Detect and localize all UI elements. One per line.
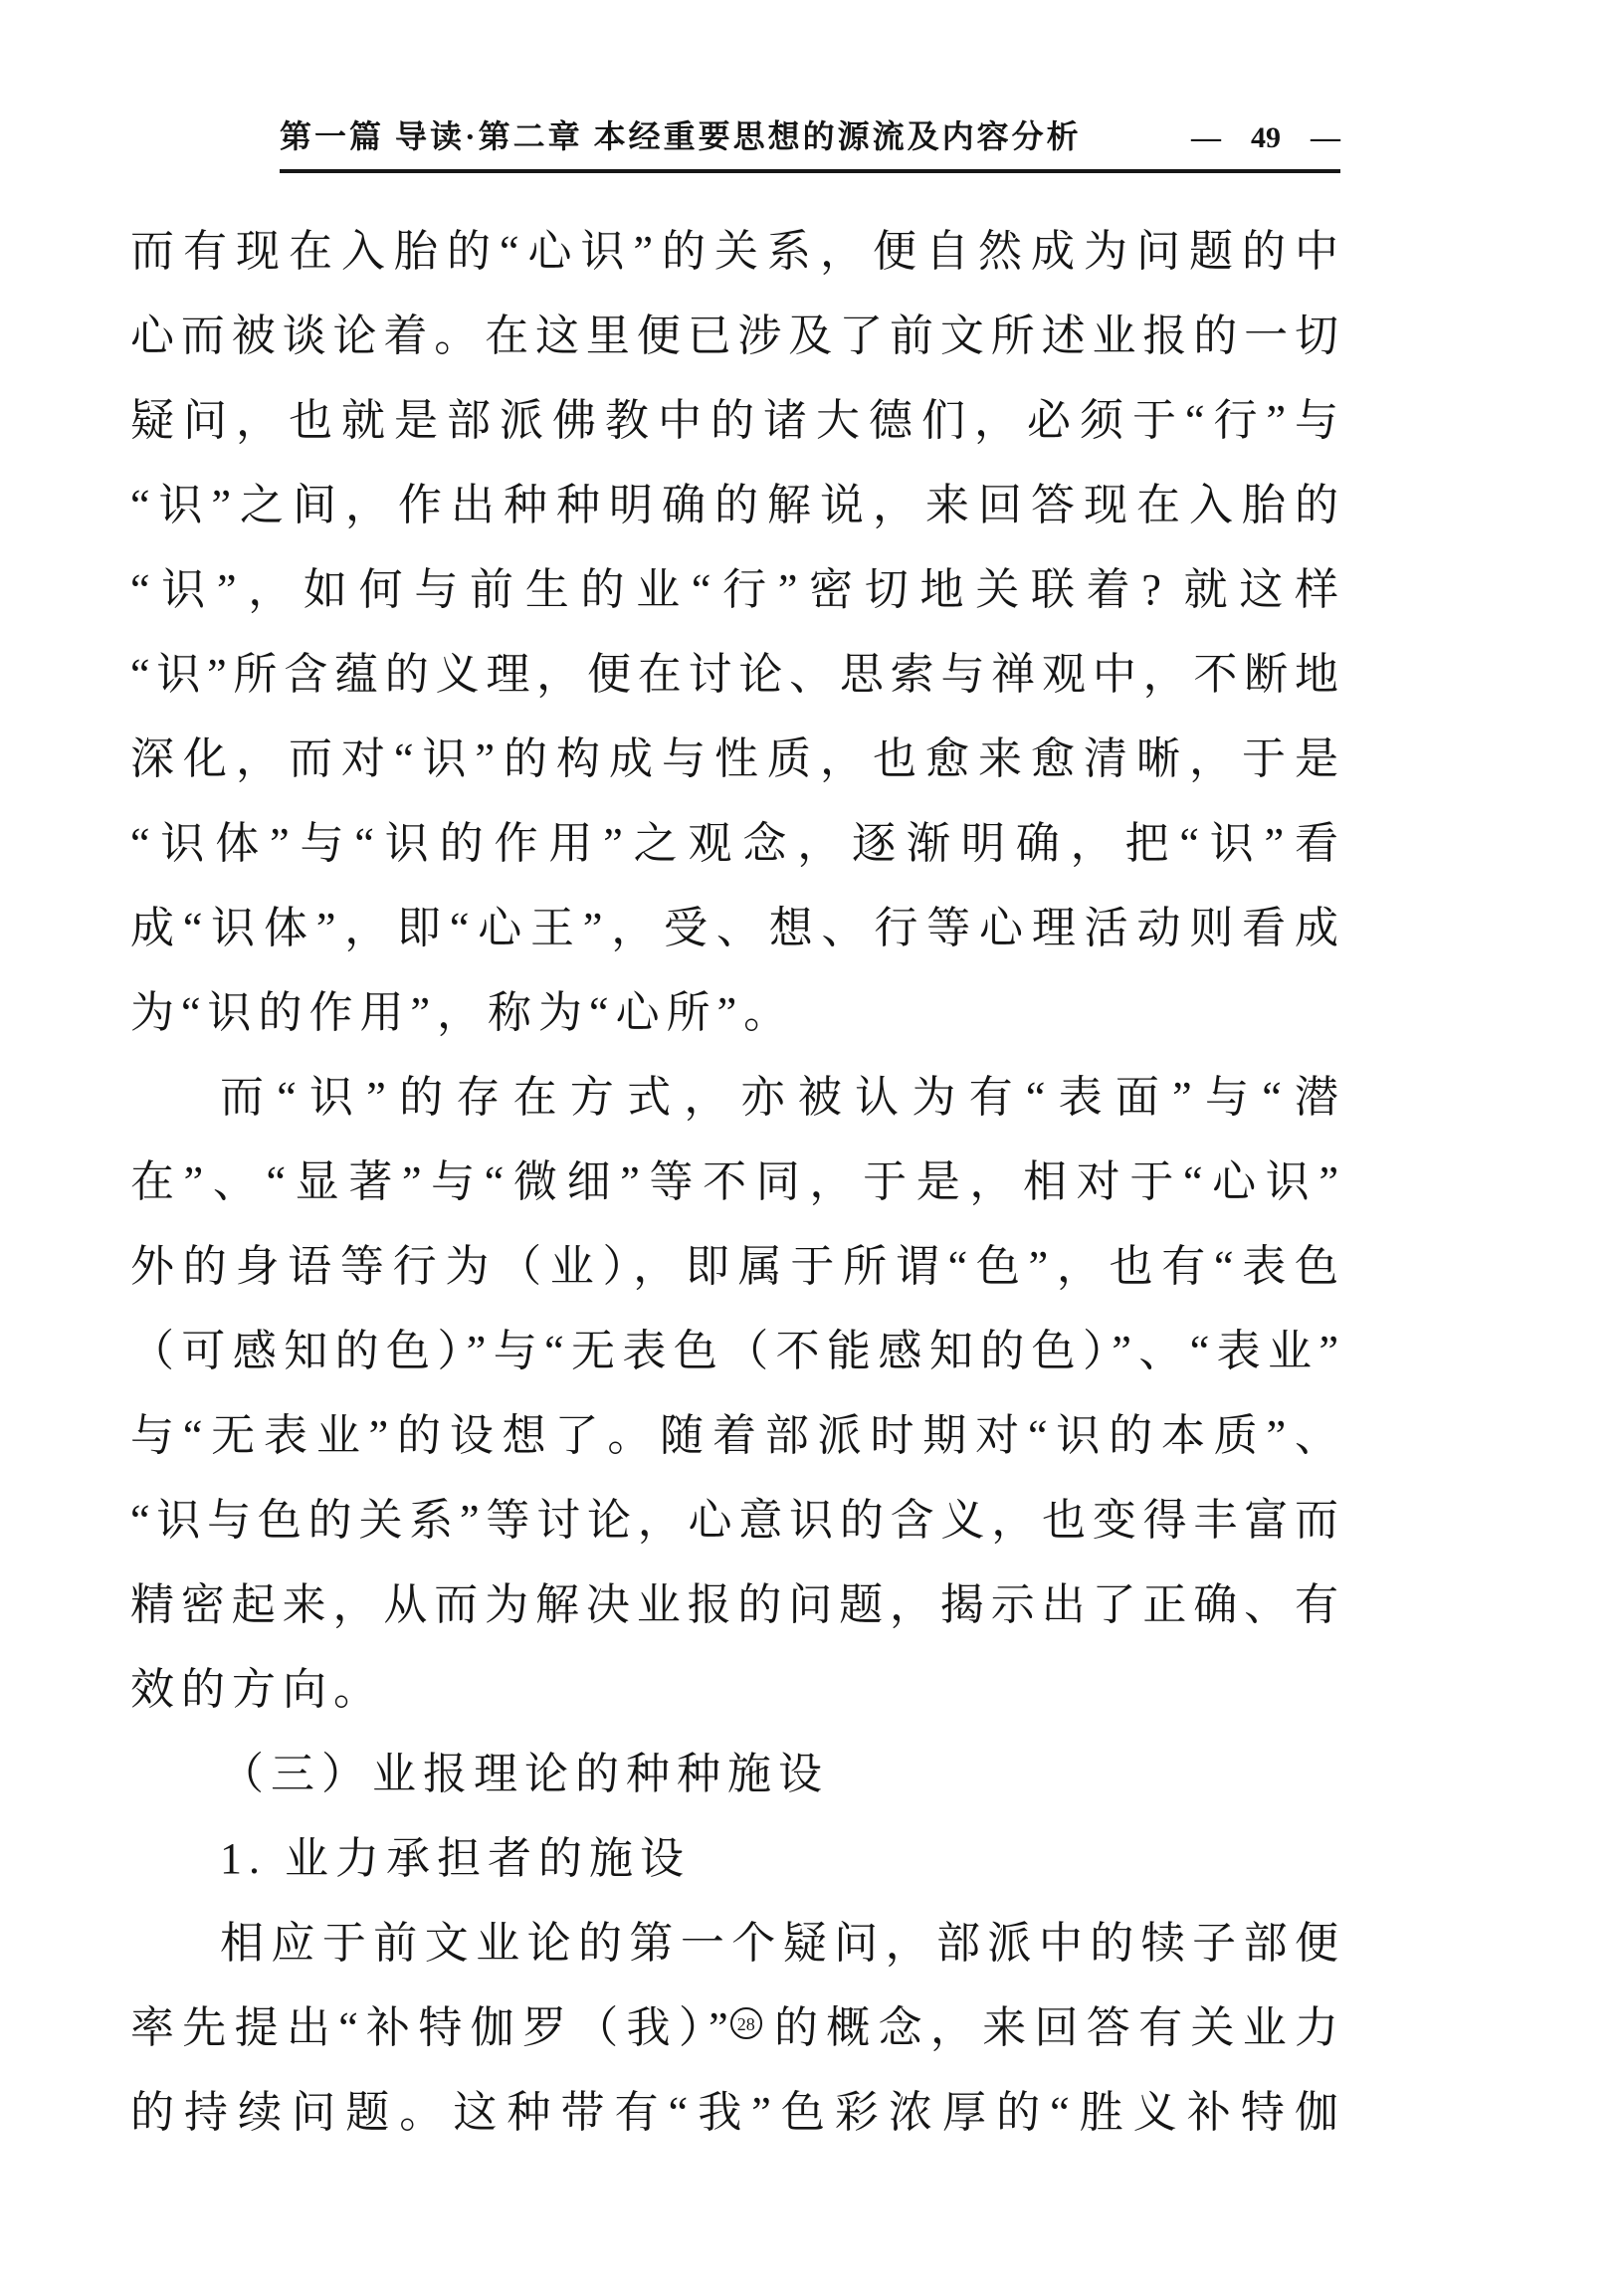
text-line: “识”，如何与前生的业“行”密切地关联着? 就这样	[130, 565, 1338, 614]
text-line: 为“识的作用”，称为“心所”。	[130, 988, 795, 1037]
text-line: “识”之间，作出种种明确的解说，来回答现在入胎的	[130, 481, 1338, 529]
text-line: “识”所含蕴的义理，便在讨论、思索与禅观中，不断地	[130, 650, 1338, 699]
text-segment: 率先提出“补特伽罗（我）”	[130, 2003, 728, 2052]
page-number-group	[1191, 121, 1340, 155]
text-line: 疑问，也就是部派佛教中的诸大德们，必须于“行”与	[130, 396, 1338, 445]
text-line: “识与色的关系”等讨论，心意识的含义，也变得丰富而	[130, 1496, 1338, 1545]
text-line: 而有现在入胎的“心识”的关系，便自然成为问题的中	[130, 227, 1338, 276]
running-header	[280, 111, 1340, 173]
page-number: 49	[1251, 121, 1281, 154]
text-line: 相应于前文业论的第一个疑问，部派中的犊子部便	[220, 1919, 1338, 1968]
text-line: 而“识”的存在方式，亦被认为有“表面”与“潜	[220, 1073, 1338, 1122]
text-line: 成“识体”，即“心王”，受、想、行等心理活动则看成	[130, 904, 1338, 952]
text-line: 与“无表业”的设想了。随着部派时期对“识的本质”、	[130, 1411, 1338, 1460]
text-segment: 的概念，来回答有关业力	[765, 2003, 1338, 2052]
body-text	[130, 209, 1338, 2155]
section-heading: （三）业报理论的种种施设	[220, 1750, 829, 1798]
page-number-dash-right: —	[1311, 121, 1340, 154]
text-line: 效的方向。	[130, 1665, 384, 1714]
text-line: （可感知的色）”与“无表色（不能感知的色）”、“表业”	[130, 1327, 1338, 1375]
footnote-ref-circled: 28	[730, 2007, 762, 2039]
text-line: 精密起来，从而为解决业报的问题，揭示出了正确、有	[130, 1580, 1338, 1629]
text-line: 外的身语等行为（业），即属于所谓“色”，也有“表色	[130, 1242, 1338, 1291]
chapter-title: 第一篇 导读·第二章 本经重要思想的源流及内容分析	[280, 118, 1082, 154]
text-line: 在”、“显著”与“微细”等不同，于是，相对于“心识”	[130, 1157, 1338, 1206]
text-line: 深化，而对“识”的构成与性质，也愈来愈清晰，于是	[130, 734, 1338, 783]
text-line	[130, 1985, 1338, 2070]
section-heading: 1. 业力承担者的施设	[220, 1834, 691, 1883]
page-number-dash-left: —	[1191, 121, 1221, 154]
text-line: “识体”与“识的作用”之观念，逐渐明确，把“识”看	[130, 819, 1338, 868]
text-line: 心而被谈论着。在这里便已涉及了前文所述业报的一切	[130, 312, 1338, 360]
text-line: 的持续问题。这种带有“我”色彩浓厚的“胜义补特伽	[130, 2088, 1338, 2137]
